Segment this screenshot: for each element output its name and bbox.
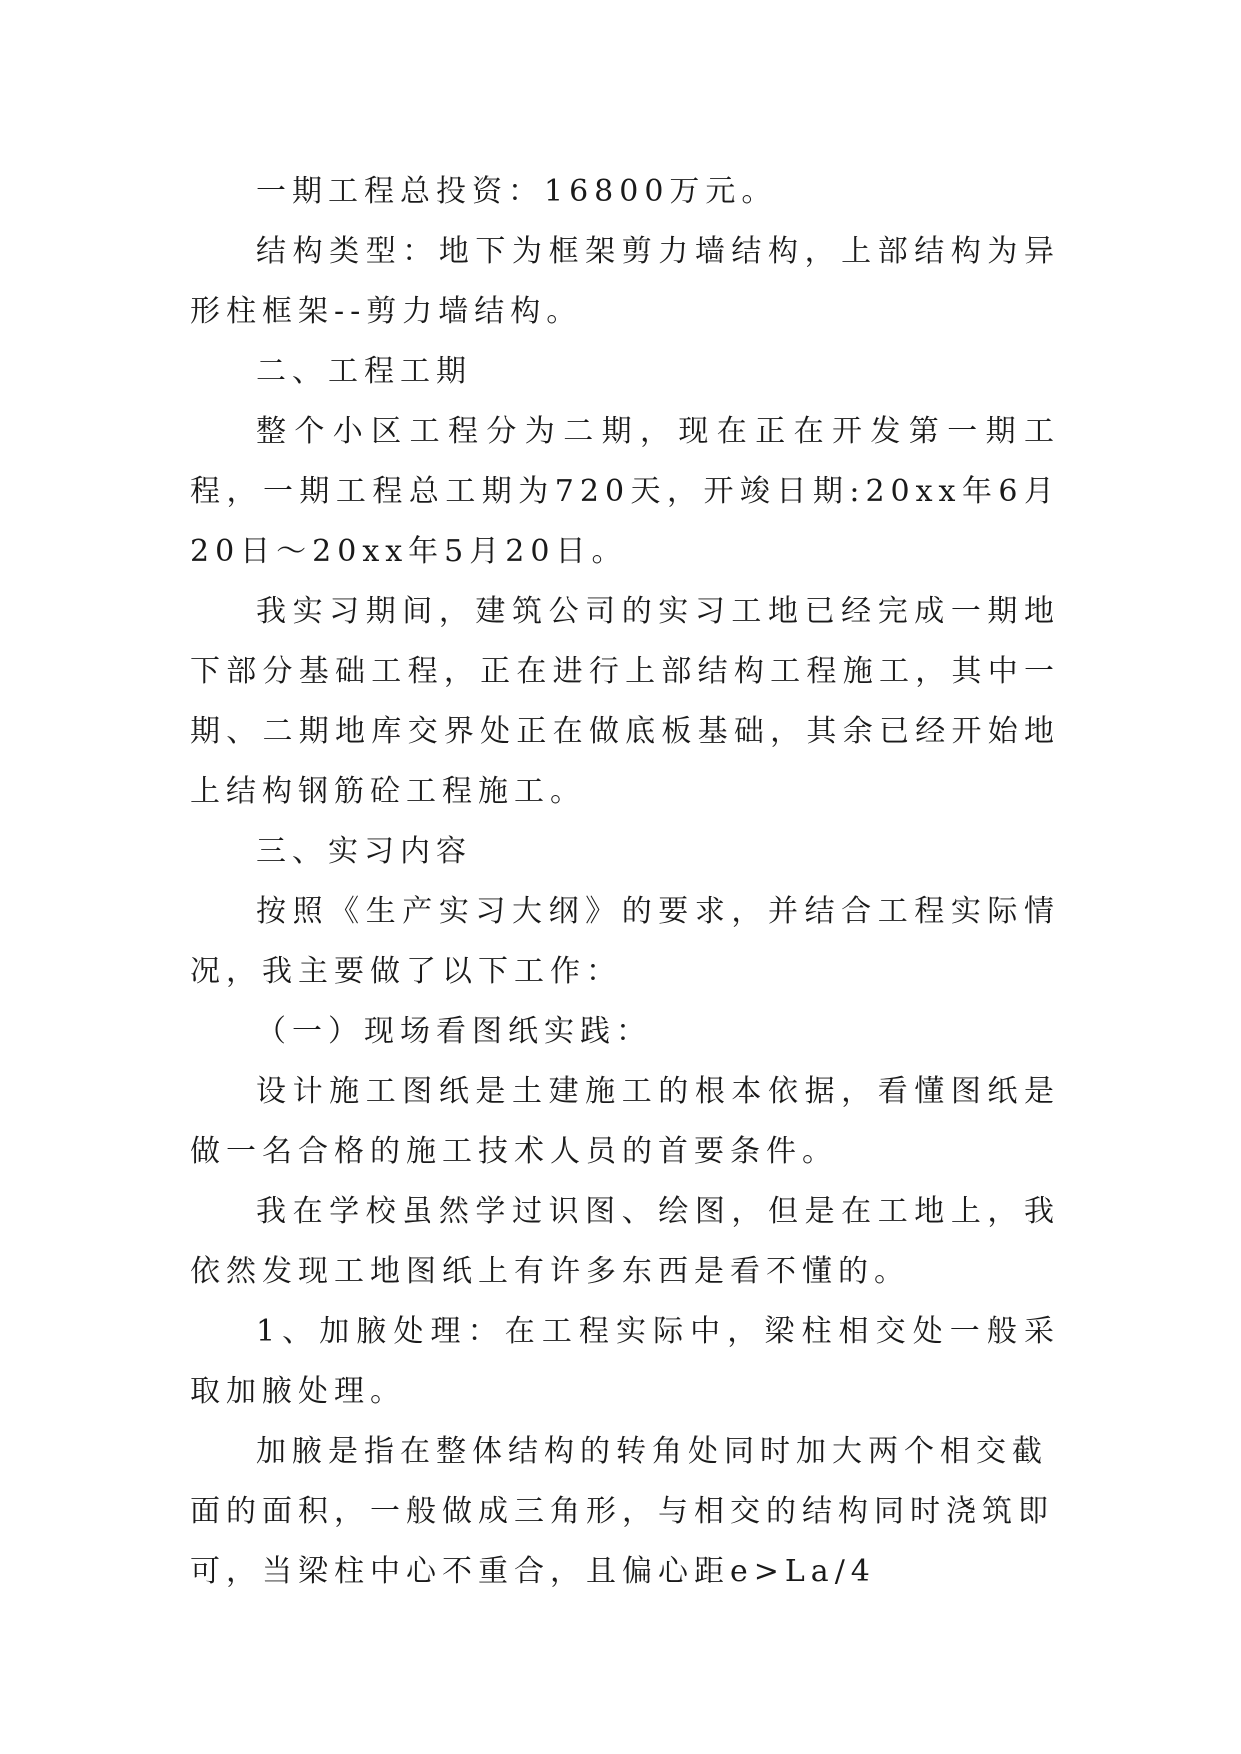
paragraph-internship-progress: 我实习期间，建筑公司的实习工地已经完成一期地下部分基础工程，正在进行上部结构工程施工，其中一期、二期地库交界处正在做底板基础，其余已经开始地上结构钢筋砼工程施工。 — [190, 594, 1060, 809]
paragraph-drawings-experience: 我在学校虽然学过识图、绘图，但是在工地上，我依然发现工地图纸上有许多东西是看不懂的。 — [190, 1194, 1060, 1289]
section-heading-schedule: 二、工程工期 — [256, 354, 472, 389]
paragraph-structure-type: 结构类型：地下为框架剪力墙结构，上部结构为异形柱框架--剪力墙结构。 — [190, 234, 1060, 329]
subsection-heading-drawings: （一）现场看图纸实践： — [256, 1014, 652, 1049]
paragraph-drawings-basis: 设计施工图纸是土建施工的根本依据，看懂图纸是做一名合格的施工技术人员的首要条件。 — [190, 1074, 1060, 1169]
paragraph-haunch-item: 1、加腋处理：在工程实际中，梁柱相交处一般采取加腋处理。 — [190, 1314, 1060, 1409]
paragraph-investment: 一期工程总投资：16800万元。 — [256, 174, 778, 209]
paragraph-schedule: 整个小区工程分为二期，现在正在开发第一期工程，一期工程总工期为720天，开竣日期:20xx年6月20日～20xx年5月20日。 — [190, 414, 1060, 569]
paragraph-requirements: 按照《生产实习大纲》的要求，并结合工程实际情况，我主要做了以下工作： — [190, 894, 1060, 989]
paragraph-haunch-definition: 加腋是指在整体结构的转角处同时加大两个相交截面的面积，一般做成三角形，与相交的结构同时浇筑即可，当梁柱中心不重合，且偏心距e>La/4 — [190, 1434, 1054, 1589]
section-heading-content: 三、实习内容 — [256, 834, 472, 869]
document-body — [190, 162, 1060, 1602]
